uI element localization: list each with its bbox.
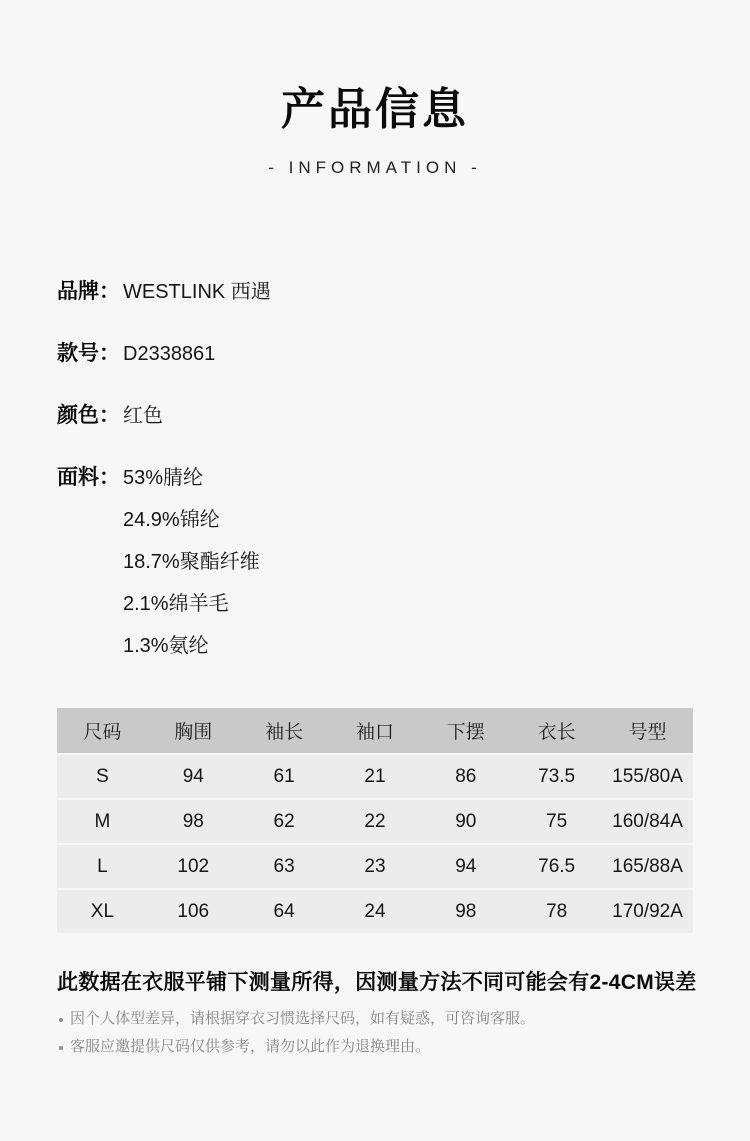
cell: 62 [239,800,330,843]
cell: 106 [148,890,239,933]
cell: 64 [239,890,330,933]
column-header-sleeve-length: 袖长 [239,708,330,753]
fabric-line: 24.9%锦纶 [123,509,220,531]
cell: 78 [511,890,602,933]
fabric-line: 2.1%绵羊毛 [123,593,229,615]
fabric-line: 18.7%聚酯纤维 [123,551,260,573]
cell: 94 [148,755,239,798]
cell: 75 [511,800,602,843]
page-subtitle: - INFORMATION - [268,158,482,177]
cell: 98 [148,800,239,843]
cell: 94 [420,845,511,888]
table-row-size-l [57,845,693,888]
column-header-bust: 胸围 [148,708,239,753]
brand-label: 品牌： [57,280,120,303]
detail-row-brand [57,271,271,313]
note-text: 因个人体型差异，请根据穿衣习惯选择尺码，如有疑惑，可咨询客服。 [70,1010,536,1027]
column-header-spec: 号型 [602,708,693,753]
cell: 98 [420,890,511,933]
cell: M [57,800,148,843]
cell: 24 [330,890,421,933]
style-number-value: D2338861 [123,343,216,365]
fabric-line: 53%腈纶 [123,467,204,489]
column-header-cuff: 袖口 [330,708,421,753]
cell: L [57,845,148,888]
cell: 170/92A [602,890,693,933]
measurement-notes [57,970,702,1061]
color-label: 颜色： [57,404,120,427]
style-number-label: 款号： [57,342,120,365]
cell: 86 [420,755,511,798]
product-details [57,271,271,687]
fabric-composition-list [123,457,260,667]
note-measurement-tolerance: 此数据在衣服平铺下测量所得，因测量方法不同可能会有2-4CM误差 [57,971,697,994]
size-chart-table [57,706,693,935]
cell: XL [57,890,148,933]
size-table-header-row [57,708,693,753]
cell: 21 [330,755,421,798]
page-title: 产品信息 [281,85,469,134]
detail-row-style-number [57,333,271,375]
table-row-size-xl [57,890,693,933]
cell: 76.5 [511,845,602,888]
cell: 90 [420,800,511,843]
cell: 165/88A [602,845,693,888]
note-text: 客服应邀提供尺码仅供参考，请勿以此作为退换理由。 [70,1038,431,1055]
column-header-size: 尺码 [57,708,148,753]
bullet-icon [59,1046,63,1050]
fabric-label: 面料： [57,466,120,489]
column-header-hem: 下摆 [420,708,511,753]
fabric-line: 1.3%氨纶 [123,635,209,657]
page-header [0,84,750,178]
table-row-size-s [57,755,693,798]
color-value: 红色 [123,405,163,427]
cell: 23 [330,845,421,888]
table-row-size-m [57,800,693,843]
detail-row-fabric [57,457,271,667]
note-body-type [57,1005,702,1033]
brand-value: WESTLINK 西遇 [123,281,271,303]
cell: 22 [330,800,421,843]
cell: S [57,755,148,798]
column-header-garment-length: 衣长 [511,708,602,753]
cell: 63 [239,845,330,888]
detail-row-color [57,395,271,437]
cell: 73.5 [511,755,602,798]
cell: 102 [148,845,239,888]
cell: 155/80A [602,755,693,798]
note-size-reference [57,1033,702,1061]
cell: 61 [239,755,330,798]
cell: 160/84A [602,800,693,843]
bullet-icon [59,1018,63,1022]
